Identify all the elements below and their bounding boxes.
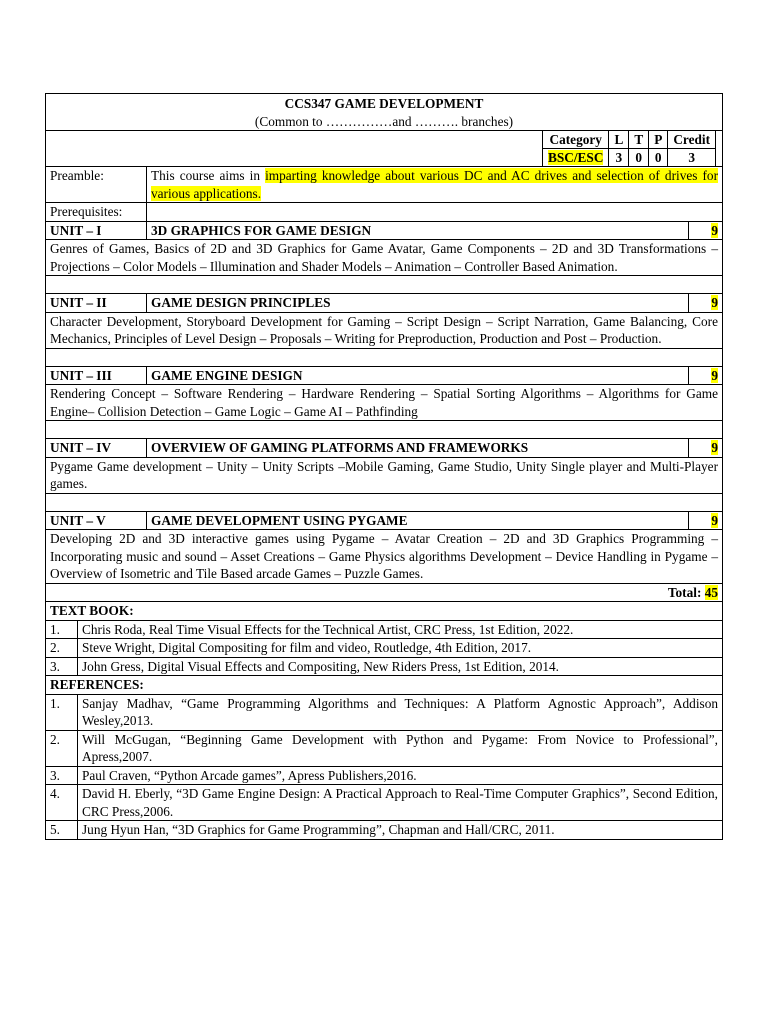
preamble-highlight: imparting knowledge about various DC and AC drives and selection of drives for various applications. [151,168,718,201]
unit-content: Pygame Game development – Unity – Unity Scripts –Mobile Gaming, Game Studio, Unity Single player and Multi-Player games. [46,457,723,493]
references-heading-row [46,676,723,695]
total-label: Total: [667,584,702,600]
preamble-text [147,167,723,203]
reference-text: David H. Eberly, “3D Game Engine Design: A Practical Approach to Real-Time Computer Graphics”, Second Edition, CRC Press,2006. [78,785,723,821]
unit-content-row [46,312,723,348]
reference-num: 2. [46,730,78,766]
reference-num: 3. [46,766,78,785]
prerequisites-label: Prerequisites: [46,203,147,222]
preamble-plain: This course aims in [151,168,266,183]
unit-label: UNIT – IV [46,439,147,458]
category-header-l: L [609,131,629,149]
category-header-p: P [649,131,668,149]
reference-item [46,694,723,730]
total-cell [46,583,723,602]
blank-cell [46,276,723,294]
blank-row [46,421,723,439]
reference-num: 4. [46,785,78,821]
textbook-num: 3. [46,657,78,676]
category-header-credit: Credit [668,131,716,149]
unit-hours: 9 [711,367,718,383]
unit-content: Rendering Concept – Software Rendering – Hardware Rendering – Spatial Sorting Algorithms – Algorithms for Game Engine– Collision Detection – Game Logic – Game AI – Pathfinding [46,385,723,421]
textbook-heading: TEXT BOOK: [46,602,723,621]
unit-hours: 9 [711,440,718,455]
blank-cell [46,348,723,366]
total-value: 45 [704,584,718,600]
unit-label: UNIT – V [46,511,147,530]
reference-text: Jung Hyun Han, “3D Graphics for Game Programming”, Chapman and Hall/CRC, 2011. [78,821,723,840]
category-value: BSC/ESC [548,150,604,165]
course-title: CCS347 GAME DEVELOPMENT [284,96,484,111]
unit-title: OVERVIEW OF GAMING PLATFORMS AND FRAMEWORKS [147,439,689,458]
reference-item [46,785,723,821]
blank-cell [46,493,723,511]
category-value-l: 3 [609,149,629,167]
unit-content-row [46,240,723,276]
textbook-text: John Gress, Digital Visual Effects and Compositing, New Riders Press, 1st Edition, 2014. [78,657,723,676]
unit-title: GAME DEVELOPMENT USING PYGAME [147,511,689,530]
blank-row [46,348,723,366]
unit-hours: 9 [711,295,718,310]
unit-header-row [46,366,723,385]
unit-content-row [46,457,723,493]
reference-text: Paul Craven, “Python Arcade games”, Apress Publishers,2016. [78,766,723,785]
category-value-t: 0 [629,149,649,167]
reference-num: 5. [46,821,78,840]
unit-label: UNIT – I [46,221,147,240]
textbook-heading-row [46,602,723,621]
textbook-item [46,639,723,658]
total-row [46,583,723,602]
course-title-cell [46,94,723,131]
unit-content: Character Development, Storyboard Development for Gaming – Script Design – Script Narration, Game Balancing, Core Mechanics, Principles of Level Design – Proposals – Writing for Preproduction, Production and Post – Production. [46,312,723,348]
unit-content-row [46,385,723,421]
category-table [542,131,716,166]
category-value-p: 0 [649,149,668,167]
title-row [46,94,723,131]
unit-content: Developing 2D and 3D interactive games using Pygame – Avatar Creation – 2D and 3D Graphics Programming – Incorporating music and sound – Asset Creations – Game Physics algorithms Development – Device Handling in Pygame – Overview of Isometric and Tile Based arcade Games – Puzzle Games. [46,530,723,584]
textbook-num: 2. [46,639,78,658]
unit-title: GAME DESIGN PRINCIPLES [147,294,689,313]
preamble-row [46,167,723,203]
unit-header-row [46,511,723,530]
unit-hours: 9 [711,222,718,238]
reference-item [46,821,723,840]
preamble-label: Preamble: [46,167,147,203]
blank-row [46,493,723,511]
unit-title: GAME ENGINE DESIGN [147,366,689,385]
textbook-item [46,657,723,676]
category-cell [46,131,723,167]
category-value-credit: 3 [668,149,716,167]
unit-label: UNIT – II [46,294,147,313]
textbook-item [46,620,723,639]
prerequisites-row [46,203,723,222]
category-header-t: T [629,131,649,149]
unit-header-row [46,439,723,458]
category-header: Category [543,131,609,149]
category-row [46,131,723,167]
unit-header-row [46,294,723,313]
course-subtitle: (Common to ……………and ………. branches) [254,113,514,129]
textbook-num: 1. [46,620,78,639]
unit-label: UNIT – III [46,366,147,385]
unit-header-row [46,221,723,240]
references-heading: REFERENCES: [46,676,723,695]
unit-content-row [46,530,723,584]
reference-text: Sanjay Madhav, “Game Programming Algorithms and Techniques: A Platform Agnostic Approach”, Addison Wesley,2013. [78,694,723,730]
reference-item [46,730,723,766]
textbook-text: Steve Wright, Digital Compositing for film and video, Routledge, 4th Edition, 2017. [78,639,723,658]
reference-num: 1. [46,694,78,730]
blank-cell [46,421,723,439]
prerequisites-value [147,203,723,222]
reference-item [46,766,723,785]
unit-content: Genres of Games, Basics of 2D and 3D Graphics for Game Avatar, Game Components – 2D and 3D Transformations – Projections – Color Models – Illumination and Shader Models – Animation – Controller Based Animation. [46,240,723,276]
unit-title: 3D GRAPHICS FOR GAME DESIGN [147,221,689,240]
syllabus-table [45,93,723,840]
reference-text: Will McGugan, “Beginning Game Development with Python and Pygame: From Novice to Professional”, Apress,2007. [78,730,723,766]
textbook-text: Chris Roda, Real Time Visual Effects for the Technical Artist, CRC Press, 1st Edition, 2022. [78,620,723,639]
blank-row [46,276,723,294]
unit-hours: 9 [711,512,718,528]
